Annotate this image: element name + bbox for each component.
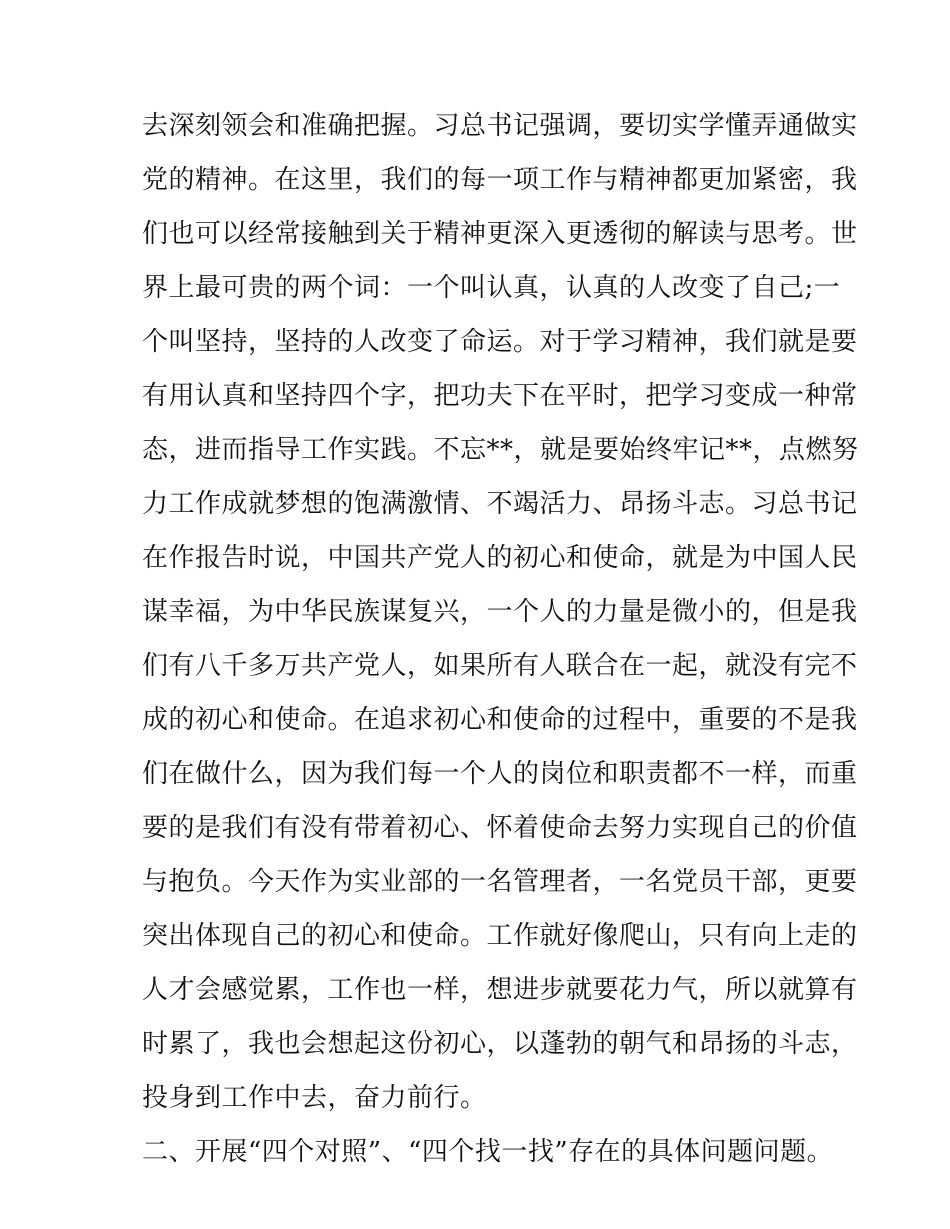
body-text-line: 与抱负。今天作为实业部的一名管理者，一名党员干部，更要 — [142, 867, 858, 897]
body-text-line: 党的精神。在这里，我们的每一项工作与精神都更加紧密，我 — [142, 165, 858, 195]
body-text-line: 突出体现自己的初心和使命。工作就好像爬山，只有向上走的 — [142, 921, 858, 951]
body-text-line: 成的初心和使命。在追求初心和使命的过程中，重要的不是我 — [142, 705, 858, 735]
body-text-line: 时累了，我也会想起这份初心，以蓬勃的朝气和昂扬的斗志， — [142, 1029, 858, 1059]
body-text-line: 要的是我们有没有带着初心、怀着使命去努力实现自己的价值 — [142, 813, 858, 843]
section-heading: 二、开展“四个对照”、“四个找一找”存在的具体问题问题。 — [142, 1137, 834, 1167]
body-text-line: 谋幸福，为中华民族谋复兴，一个人的力量是微小的，但是我 — [142, 597, 858, 627]
body-text-line: 投身到工作中去，奋力前行。 — [142, 1083, 487, 1113]
body-text-line: 们在做什么，因为我们每一个人的岗位和职责都不一样，而重 — [142, 759, 858, 789]
body-text-line: 有用认真和坚持四个字，把功夫下在平时，把学习变成一种常 — [142, 381, 858, 411]
body-text-line: 去深刻领会和准确把握。习总书记强调，要切实学懂弄通做实 — [142, 111, 858, 141]
body-text-line: 在作报告时说，中国共产党人的初心和使命，就是为中国人民 — [142, 543, 858, 573]
body-text-line: 界上最可贵的两个词：一个叫认真，认真的人改变了自己;一 — [142, 273, 841, 303]
body-text-line: 们有八千多万共产党人，如果所有人联合在一起，就没有完不 — [142, 651, 858, 681]
body-text-line: 个叫坚持，坚持的人改变了命运。对于学习精神，我们就是要 — [142, 327, 858, 357]
body-text-line: 力工作成就梦想的饱满激情、不竭活力、昂扬斗志。习总书记 — [142, 489, 858, 519]
body-text-line: 人才会感觉累，工作也一样，想进步就要花力气，所以就算有 — [142, 975, 858, 1005]
body-text-line: 态，进而指导工作实践。不忘**，就是要始终牢记**，点燃努 — [142, 435, 859, 465]
body-text-line: 们也可以经常接触到关于精神更深入更透彻的解读与思考。世 — [142, 219, 858, 249]
